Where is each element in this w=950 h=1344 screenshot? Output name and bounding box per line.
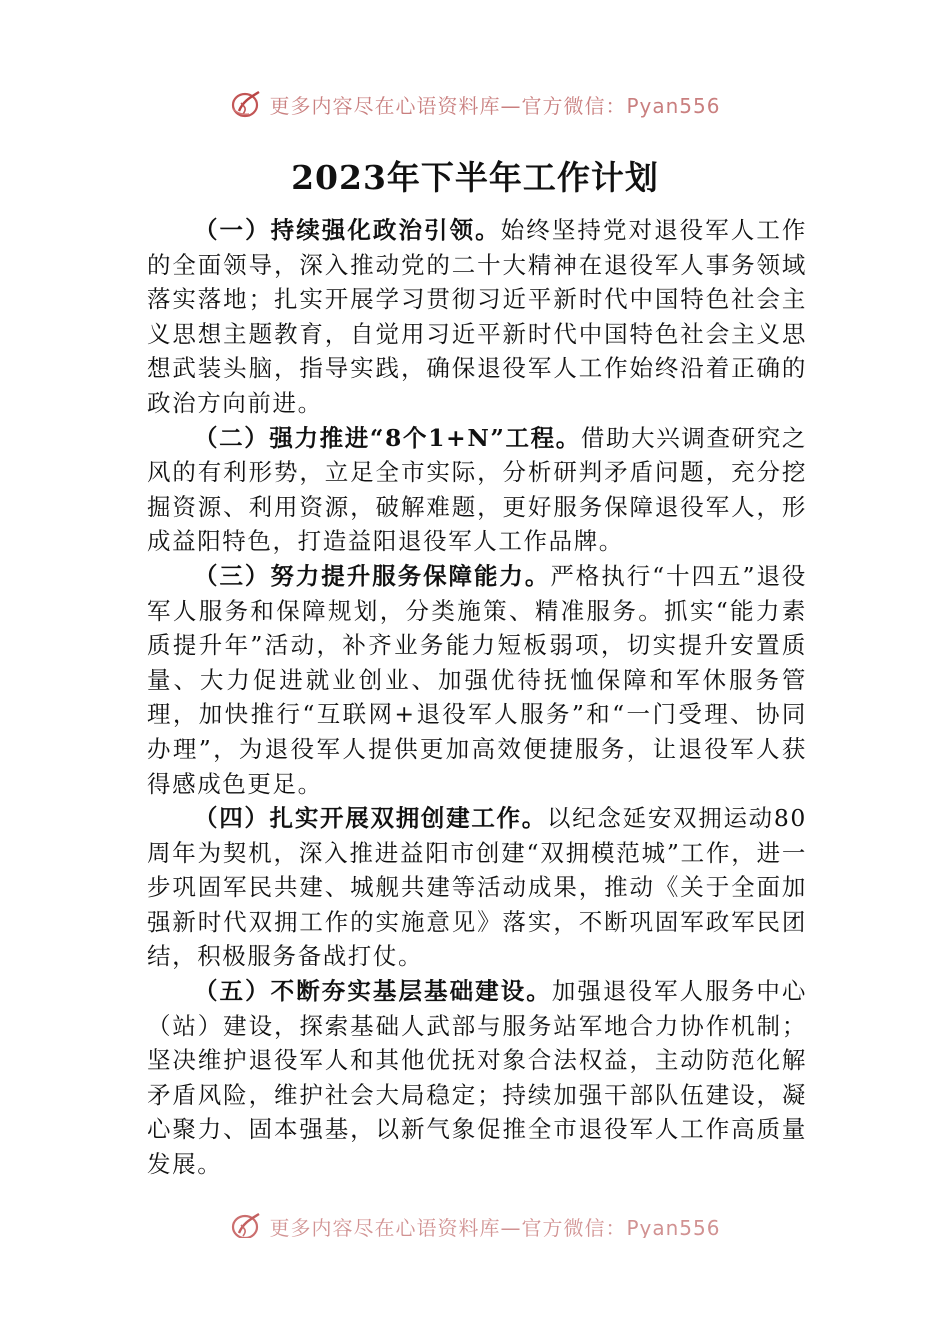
quill-heart-icon [229,1211,263,1238]
paragraph-heading: （四）扎实开展双拥创建工作。 [194,804,547,833]
paragraph-5 [147,974,807,1182]
watermark-header [0,86,950,122]
document-body [147,213,807,1182]
page-title: 2023年下半年工作计划 [291,158,659,197]
paragraph-3 [147,559,807,801]
watermark-text: 更多内容尽在心语资料库—官方微信：Pyan556 [269,93,721,118]
watermark-text: 更多内容尽在心语资料库—官方微信：Pyan556 [269,1215,721,1238]
paragraph-1 [147,213,807,421]
paragraph-text: 以纪念延安双拥运动80周年为契机，深入推进益阳市创建“双拥模范城”工作，进一步巩固军民共建、城舰共建等活动成果，推动《关于全面加强新时代双拥工作的实施意见》落实，不断巩固军政军民团结，积极服务备战打仗。 [147,804,807,971]
paragraph-heading: （五）不断夯实基层基础建设。 [194,977,552,1006]
quill-heart-icon [229,89,263,119]
watermark-inner [229,1211,720,1238]
watermark-footer [0,1208,950,1238]
paragraph-heading: （二）强力推进“8个1+N”工程。 [194,423,581,452]
paragraph-heading: （三）努力提升服务保障能力。 [194,561,551,590]
paragraph-text: 加强退役军人服务中心（站）建设，探索基础人武部与服务站军地合力协作机制；坚决维护退役军人和其他优抚对象合法权益，主动防范化解矛盾风险，维护社会大局稳定；持续加强干部队伍建设，凝心聚力、固本强基，以新气象促推全市退役军人工作高质量发展。 [147,977,808,1179]
paragraph-text: 借助大兴调查研究之风的有利形势，立足全市实际，分析研判矛盾问题，充分挖掘资源、利用资源，破解难题，更好服务保障退役军人，形成益阳特色，打造益阳退役军人工作品牌。 [147,423,808,556]
paragraph-text: 严格执行“十四五”退役军人服务和保障规划，分类施策、精准服务。抓实“能力素质提升年”活动，补齐业务能力短板弱项，切实提升安置质量、大力促进就业创业、加强优待抚恤保障和军休服务管理，加快推行“互联网+退役军人服务”和“一门受理、协同办理”，为退役军人提供更加高效便捷服务，让退役军人获得感成色更足。 [147,561,807,798]
paragraph-2 [147,421,807,559]
paragraph-4 [147,801,807,974]
watermark-inner [229,89,720,119]
paragraph-text: 始终坚持党对退役军人工作的全面领导，深入推动党的二十大精神在退役军人事务领域落实落地；扎实开展学习贯彻习近平新时代中国特色社会主义思想主题教育，自觉用习近平新时代中国特色社会主义思想武装头脑，指导实践，确保退役军人工作始终沿着正确的政治方向前进。 [147,216,808,417]
paragraph-heading: （一）持续强化政治引领。 [194,216,501,244]
